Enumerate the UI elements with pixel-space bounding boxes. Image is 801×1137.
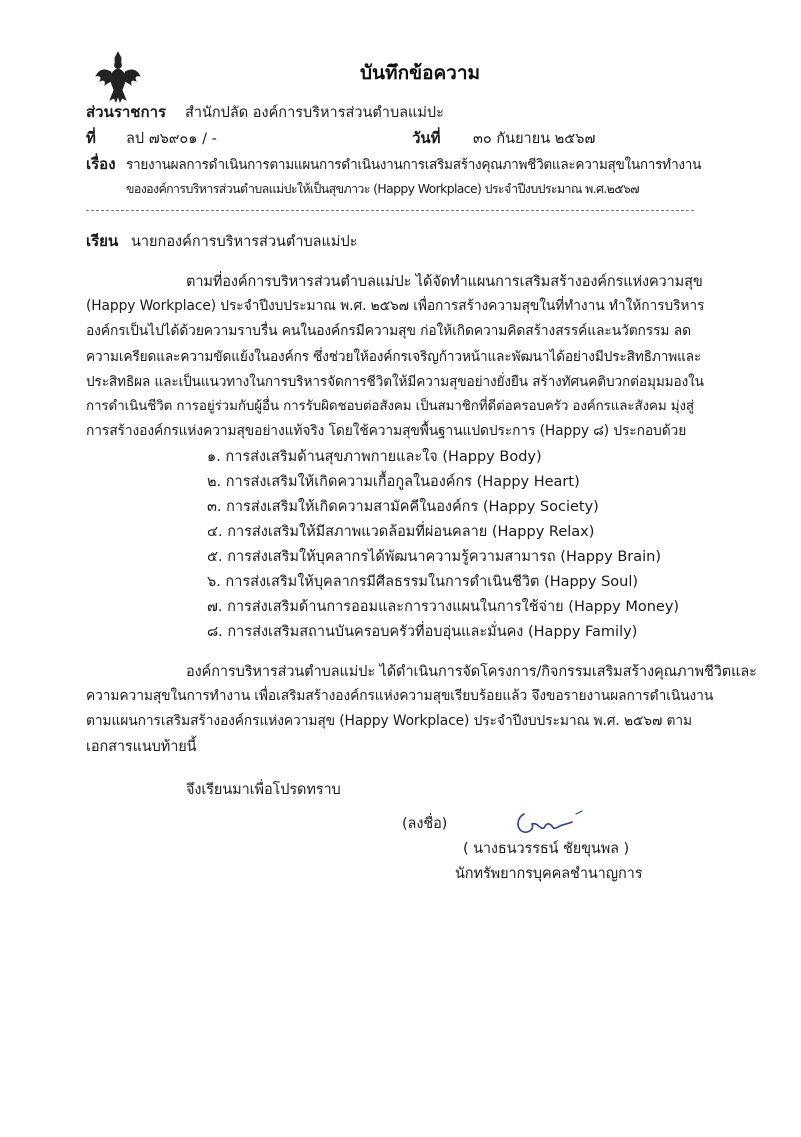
subject-line-2: ขององค์การบริหารส่วนตำบลแม่ปะให้เป็นสุขภาวะ (Happy Workplace) ประจำปีงบประมาณ พ.ศ.๒๕๖๗	[126, 181, 639, 196]
happy-list-item: ๑. การส่งเสริมด้านสุขภาพกายและใจ (Happy Body)	[207, 449, 542, 465]
happy-list-item: ๗. การส่งเสริมด้านการออมและการวางแผนในการใช้จ่าย (Happy Money)	[207, 599, 680, 615]
ref-label: ที่	[86, 129, 96, 147]
paragraph1-line: ตามที่องค์การบริหารส่วนตำบลแม่ปะ ได้จัดทำแผนการเสริมสร้างองค์กรแห่งความสุข	[186, 274, 703, 290]
garuda-emblem-icon	[94, 50, 142, 104]
paragraph2-line: ตามแผนการเสริมสร้างองค์กรแห่งความสุข (Happy Workplace) ประจำปีงบประมาณ พ.ศ. ๒๕๖๗ ตาม	[86, 713, 693, 729]
date-label: วันที่	[412, 129, 441, 147]
paragraph1-line: การดำเนินชีวิต การอยู่ร่วมกับผู้อื่น การรับผิดชอบต่อสังคม เป็นสมาชิกที่ดีต่อครอบครัว องค์กรและสังคม มุ่งสู่	[86, 399, 694, 414]
salutation-value: นายกองค์การบริหารส่วนตำบลแม่ปะ	[131, 234, 358, 250]
header-divider	[86, 210, 694, 211]
date-value: ๓๐ กันยายน ๒๕๖๗	[473, 131, 596, 147]
signer-name: ( นางธนวรรธน์ ชัยขุนพล )	[463, 841, 630, 857]
happy-list-item: ๖. การส่งเสริมให้บุคลากรมีศีลธรรมในการดำเนินชีวิต (Happy Soul)	[207, 574, 639, 590]
paragraph2-line: ความความสุขในการทำงาน เพื่อเสริมสร้างองค์กรแห่งความสุขเรียบร้อยแล้ว จึงขอรายงานผลการดำเนินงาน	[86, 688, 714, 704]
memo-title: บันทึกข้อความ	[360, 62, 481, 84]
closing-text: จึงเรียนมาเพื่อโปรดทราบ	[186, 782, 341, 798]
salutation-label: เรียน	[86, 232, 119, 250]
paragraph1-line: ความเครียดและความขัดแย้งในองค์กร ซึ่งช่วยให้องค์กรเจริญก้าวหน้าและพัฒนาได้อย่างมีประสิทธิภาพและ	[86, 349, 702, 365]
paragraph2-line: องค์การบริหารส่วนตำบลแม่ปะ ได้ดำเนินการจัดโครงการ/กิจกรรมเสริมสร้างคุณภาพชีวิตและ	[186, 664, 757, 680]
paragraph1-line: ประสิทธิผล และเป็นแนวทางในการบริหารจัดการชีวิตให้มีความสุขอย่างยั่งยืน สร้างทัศนคติบวกต่อมุมมองใน	[86, 374, 704, 390]
happy-list-item: ๔. การส่งเสริมให้มีสภาพแวดล้อมที่ผ่อนคลาย (Happy Relax)	[207, 524, 595, 540]
ref-value: ลป ๗๖๙๐๑ / -	[126, 131, 217, 147]
happy-list-item: ๕. การส่งเสริมให้บุคลากรได้พัฒนาความรู้ความสามารถ (Happy Brain)	[207, 549, 661, 565]
paragraph1-line: การสร้างองค์กรแห่งความสุขอย่างแท้จริง โดยใช้ความสุขพื้นฐานแปดประการ (Happy ๘) ประกอบด้วย	[86, 423, 687, 439]
signer-position: นักทรัพยากรบุคคลชำนาญการ	[455, 866, 643, 882]
sign-label: (ลงชื่อ)	[402, 816, 448, 832]
paragraph1-line: (Happy Workplace) ประจำปีงบประมาณ พ.ศ. ๒๕๖๗ เพื่อการสร้างความสุขในที่ทำงาน ทำให้การบริหาร	[86, 298, 705, 314]
subject-line-1: รายงานผลการดำเนินการตามแผนการดำเนินงานการเสริมสร้างคุณภาพชีวิตและความสุขในการทำงาน	[126, 157, 702, 173]
handwritten-signature-icon	[510, 800, 590, 840]
paragraph2-line: เอกสารแนบท้ายนี้	[86, 739, 197, 755]
department-value: สำนักปลัด องค์การบริหารส่วนตำบลแม่ปะ	[185, 105, 444, 121]
department-label: ส่วนราชการ	[86, 103, 167, 121]
happy-list-item: ๓. การส่งเสริมให้เกิดความสามัคคีในองค์กร (Happy Society)	[207, 499, 599, 515]
happy-list-item: ๒. การส่งเสริมให้เกิดความเกื้อกูลในองค์กร (Happy Heart)	[207, 474, 580, 490]
paragraph1-line: องค์กรเป็นไปได้ด้วยความราบรื่น คนในองค์กรมีความสุข ก่อให้เกิดความคิดสร้างสรรค์และนวัตกรรม ลด	[86, 323, 691, 339]
happy-list-item: ๘. การส่งเสริมสถานบันครอบครัวที่อบอุ่นและมั่นคง (Happy Family)	[207, 624, 638, 640]
subject-label: เรื่อง	[86, 155, 116, 173]
